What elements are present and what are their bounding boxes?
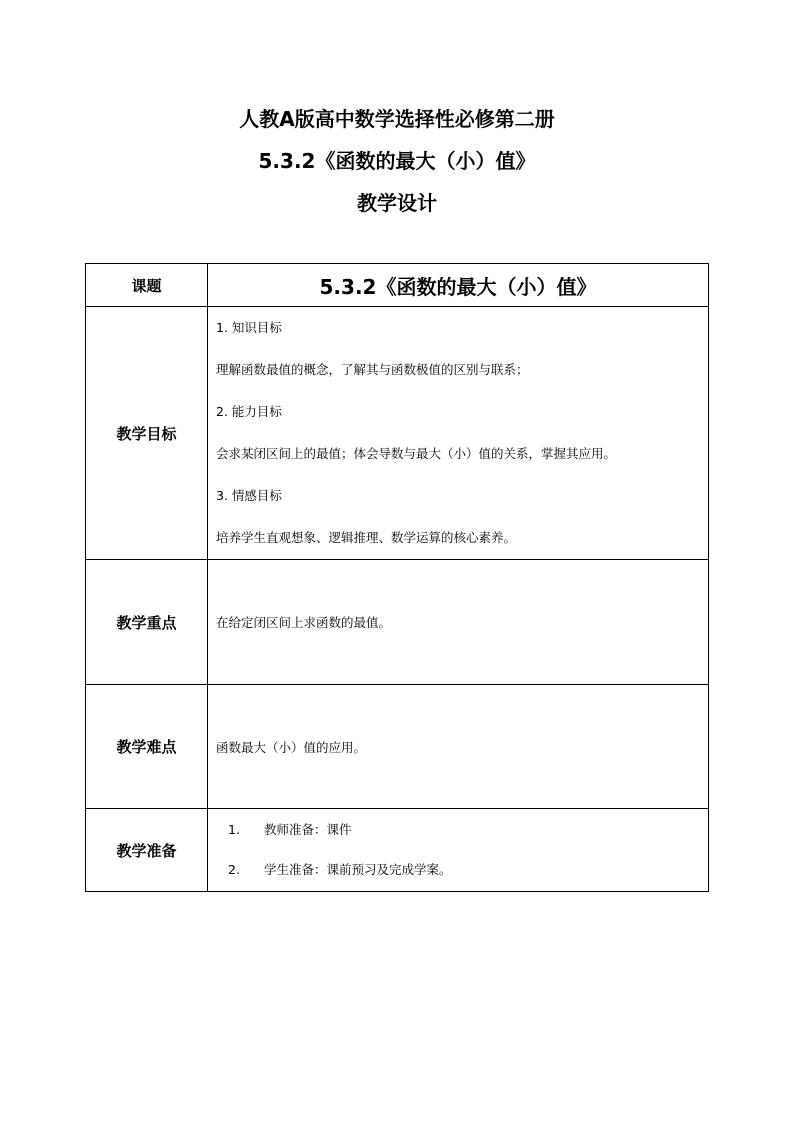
list-item-text: 教师准备：课件 <box>264 822 352 837</box>
document-title-line-1: 人教A版高中数学选择性必修第二册 <box>239 107 555 131</box>
document-title-line-3: 教学设计 <box>357 191 437 215</box>
objectives-line: 1. 知识目标 <box>216 320 282 335</box>
objectives-line: 2. 能力目标 <box>216 404 282 419</box>
lesson-plan-table <box>85 263 709 892</box>
objectives-line: 理解函数最值的概念，了解其与函数极值的区别与联系； <box>216 362 529 377</box>
list-item-text: 学生准备：课前预习及完成学案。 <box>264 862 452 877</box>
objectives-label: 教学目标 <box>86 307 208 560</box>
table-row-objectives <box>86 307 709 560</box>
table-row-topic <box>86 264 709 307</box>
table-row-difficulties <box>86 685 709 809</box>
objectives-line: 3. 情感目标 <box>216 488 282 503</box>
list-item <box>208 850 708 890</box>
list-item-number: 2. <box>228 862 240 877</box>
preparation-content <box>208 809 709 892</box>
key-points-label: 教学重点 <box>86 560 208 685</box>
topic-label: 课题 <box>86 264 208 307</box>
list-item-number: 1. <box>228 822 240 837</box>
list-item <box>208 810 708 850</box>
difficulties-text: 函数最大（小）值的应用。 <box>208 685 709 809</box>
objectives-content <box>208 307 709 560</box>
preparation-label: 教学准备 <box>86 809 208 892</box>
objectives-line: 会求某闭区间上的最值；体会导数与最大（小）值的关系，掌握其应用。 <box>216 446 617 461</box>
document-title-line-2: 5.3.2《函数的最大（小）值》 <box>258 149 536 173</box>
table-row-key-points <box>86 560 709 685</box>
difficulties-label: 教学难点 <box>86 685 208 809</box>
table-row-preparation <box>86 809 709 892</box>
topic-value: 5.3.2《函数的最大（小）值》 <box>208 264 709 307</box>
key-points-text: 在给定闭区间上求函数的最值。 <box>208 560 709 685</box>
objectives-line: 培养学生直观想象、逻辑推理、数学运算的核心素养。 <box>216 530 517 545</box>
